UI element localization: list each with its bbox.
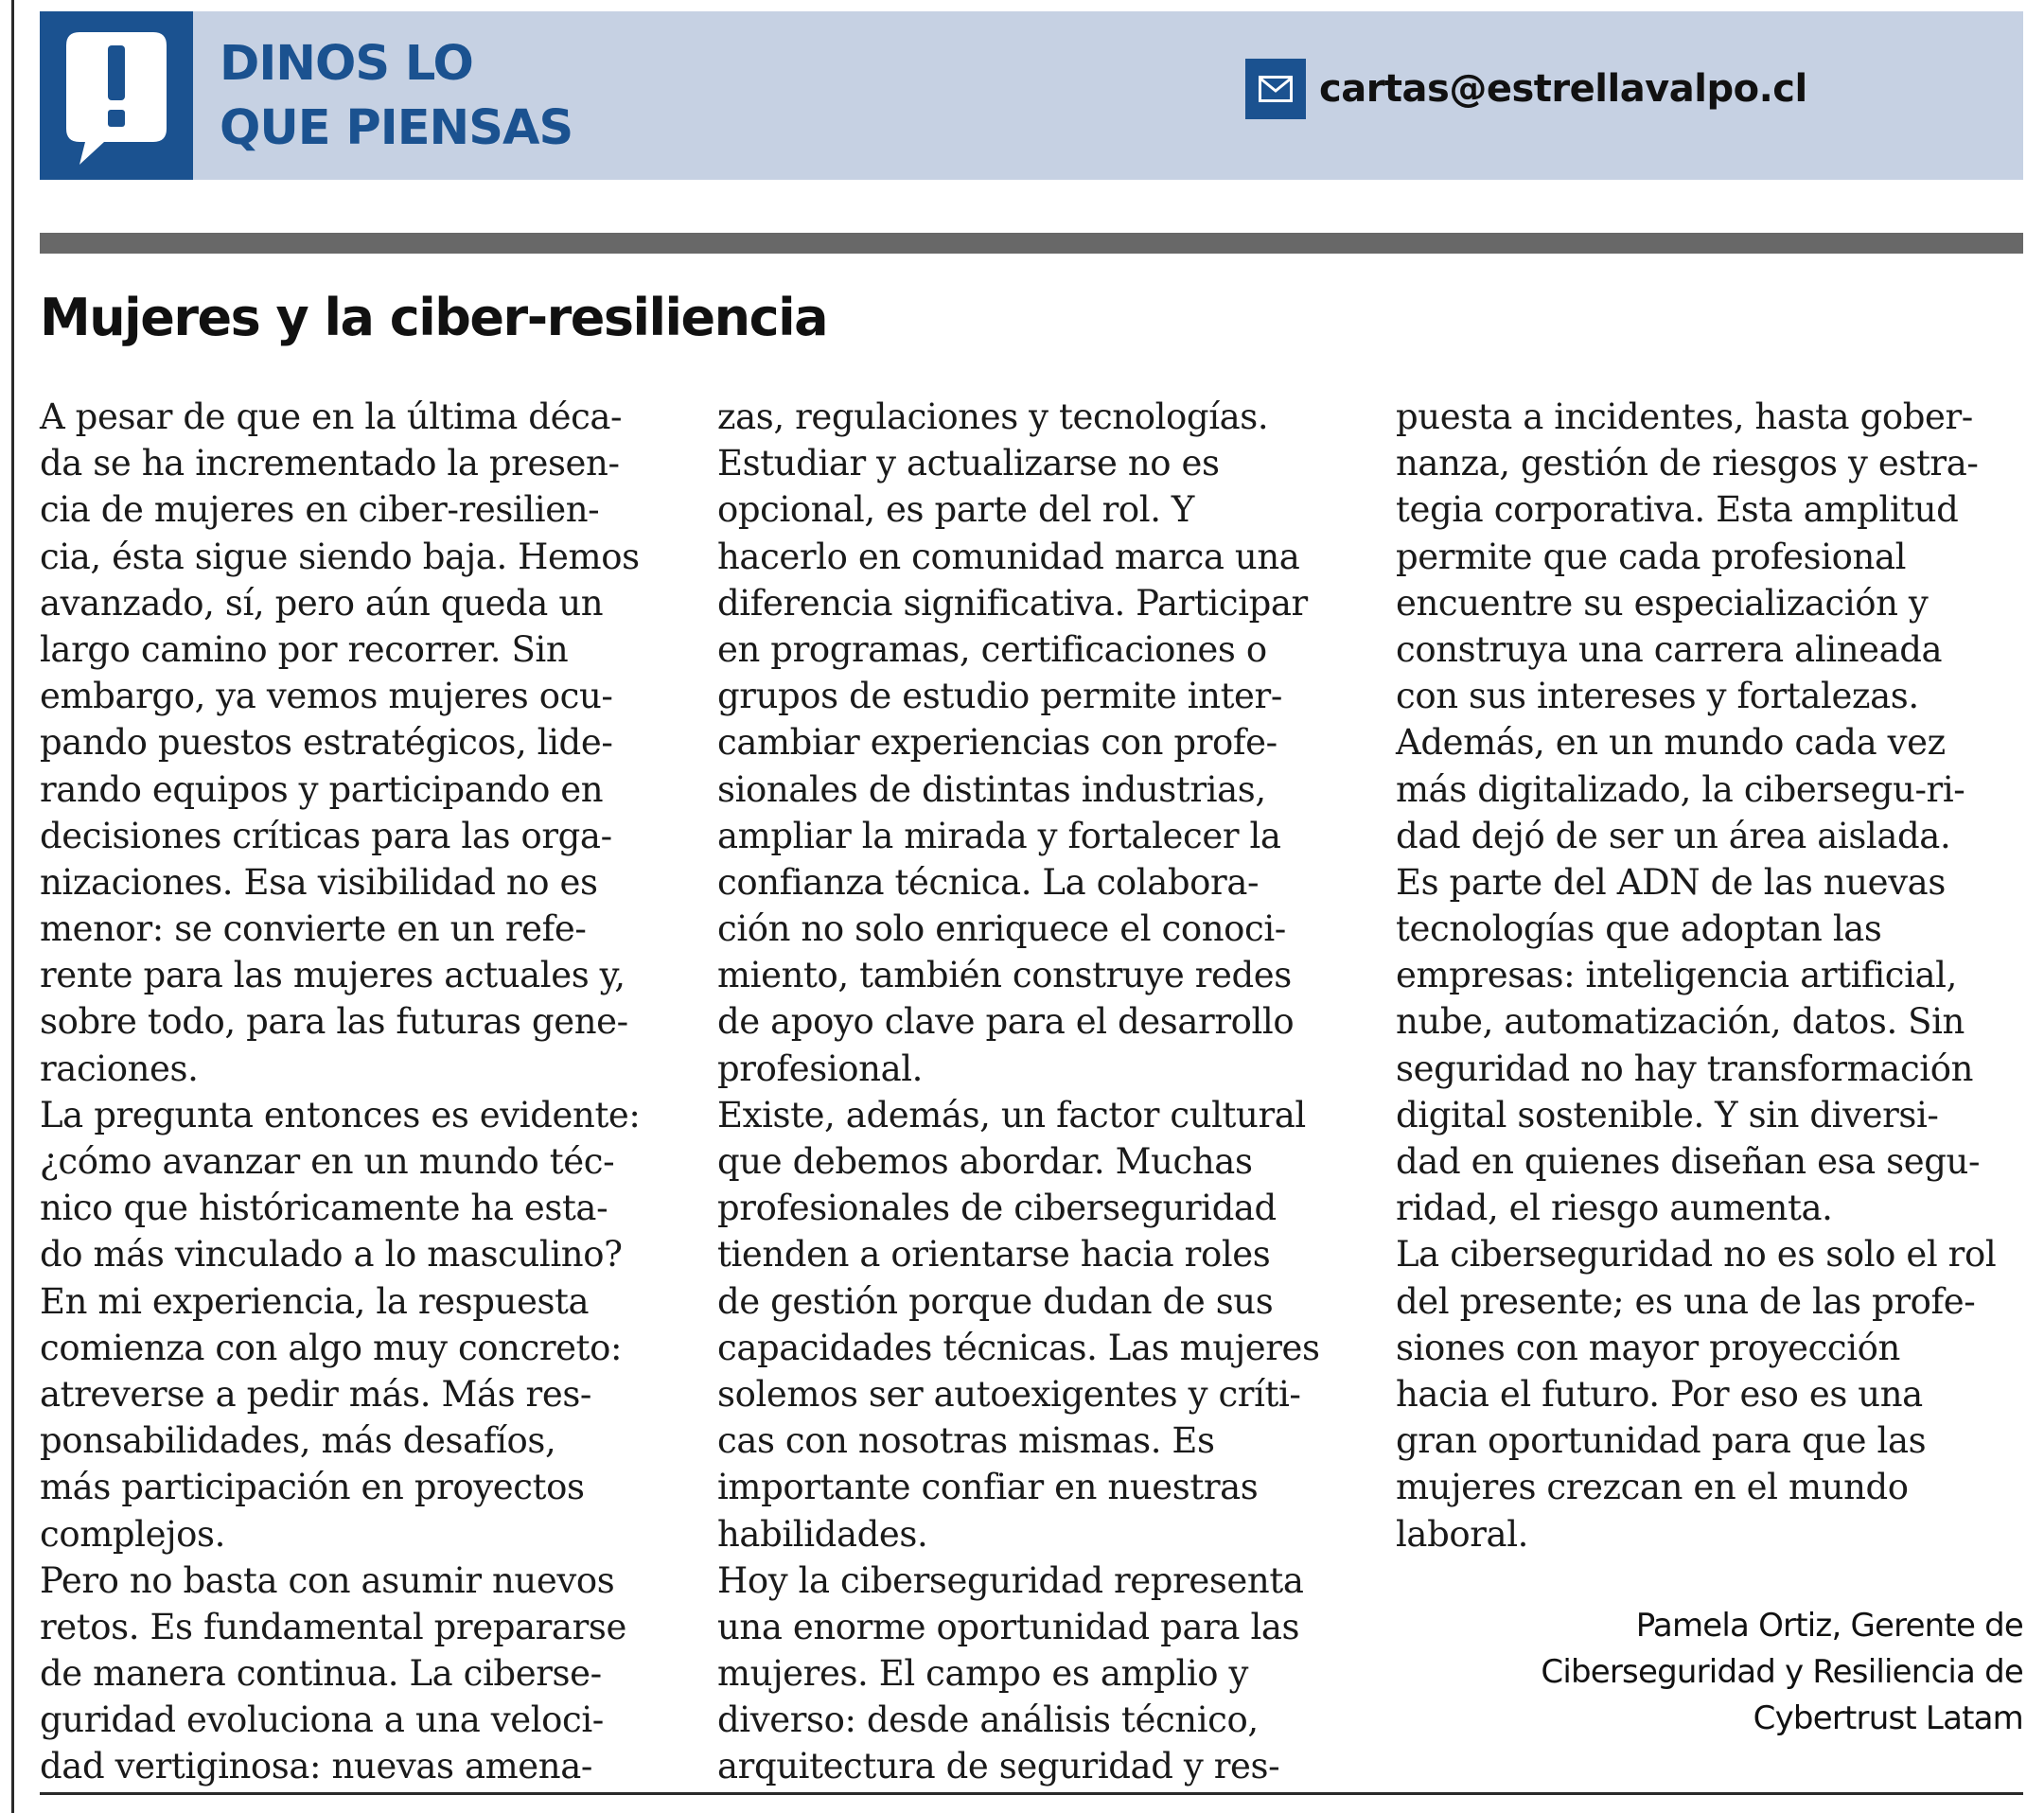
text-line: puesta a incidentes, hasta gober- (1396, 396, 1973, 437)
text-line: solemos ser autoexigentes y críti- (717, 1373, 1301, 1415)
text-line: raciones. (40, 1047, 199, 1089)
text-line: ridad, el riesgo aumenta. (1396, 1188, 1833, 1229)
text-line: más digitalizado, la cibersegu-ri- (1396, 768, 1965, 810)
text-line: que debemos abordar. Muchas (717, 1141, 1253, 1182)
text-line: con sus intereses y fortalezas. (1396, 676, 1919, 717)
article-headline: Mujeres y la ciber-resiliencia (40, 288, 828, 347)
text-line: construya una carrera alineada (1396, 628, 1943, 670)
text-line: La pregunta entonces es evidente: (40, 1094, 641, 1135)
text-line: tienden a orientarse hacia roles (717, 1234, 1271, 1276)
text-line: rando equipos y participando en (40, 768, 604, 810)
article-column-3 (1396, 394, 2039, 1558)
text-line: nico que históricamente ha esta- (40, 1188, 608, 1229)
text-line: largo camino por recorrer. Sin (40, 628, 569, 670)
envelope-icon (1245, 59, 1306, 119)
section-title-line: QUE PIENSAS (220, 100, 573, 156)
text-line: Pero no basta con asumir nuevos (40, 1559, 615, 1601)
text-line: zas, regulaciones y tecnologías. (717, 396, 1269, 437)
text-line: En mi experiencia, la respuesta (40, 1280, 590, 1322)
text-line: retos. Es fundamental prepararse (40, 1606, 626, 1647)
author-signature (1541, 1603, 2023, 1742)
text-line: dad en quienes diseñan esa segu- (1396, 1141, 1981, 1182)
text-line: del presente; es una de las profe- (1396, 1280, 1976, 1322)
text-line: diverso: desde análisis técnico, (717, 1699, 1259, 1741)
text-line: de manera continua. La ciberse- (40, 1653, 602, 1695)
text-line: La ciberseguridad no es solo el rol (1396, 1234, 1997, 1276)
text-line: Además, en un mundo cada vez (1396, 722, 1946, 764)
text-line: digital sostenible. Y sin diversi- (1396, 1094, 1939, 1135)
letters-header (40, 11, 2023, 180)
text-line: tecnologías que adoptan las (1396, 908, 1882, 950)
text-line: cambiar experiencias con profe- (717, 722, 1278, 764)
text-line: confianza técnica. La colabora- (717, 861, 1260, 903)
text-line: profesionales de ciberseguridad (717, 1188, 1277, 1229)
text-line: hacerlo en comunidad marca una (717, 536, 1300, 577)
text-line: Existe, además, un factor cultural (717, 1094, 1306, 1135)
text-line: ción no solo enriquece el conoci- (717, 908, 1286, 950)
text-line: pando puestos estratégicos, lide- (40, 722, 613, 764)
text-line: nube, automatización, datos. Sin (1396, 1001, 1965, 1043)
text-line: capacidades técnicas. Las mujeres (717, 1327, 1320, 1368)
text-line: cia de mujeres en ciber-resilien- (40, 489, 600, 531)
text-line: embargo, ya vemos mujeres ocu- (40, 676, 613, 717)
text-line: atreverse a pedir más. Más res- (40, 1373, 592, 1415)
text-line: seguridad no hay transformación (1396, 1047, 1974, 1089)
text-line: ampliar la mirada y fortalecer la (717, 815, 1281, 856)
text-line: hacia el futuro. Por eso es una (1396, 1373, 1923, 1415)
text-line: nizaciones. Esa visibilidad no es (40, 861, 598, 903)
text-line: menor: se convierte en un refe- (40, 908, 587, 950)
text-line: grupos de estudio permite inter- (717, 676, 1282, 717)
text-line: permite que cada profesional (1396, 536, 1907, 577)
text-line: ¿cómo avanzar en un mundo téc- (40, 1141, 615, 1182)
text-line: A pesar de que en la última déca- (40, 396, 623, 437)
signature-line: Pamela Ortiz, Gerente de (1635, 1607, 2023, 1645)
text-line: profesional. (717, 1047, 924, 1089)
text-line: Es parte del ADN de las nuevas (1396, 861, 1946, 903)
bottom-rule (40, 1792, 2023, 1795)
text-line: mujeres crezcan en el mundo (1396, 1467, 1909, 1508)
text-line: tegia corporativa. Esta amplitud (1396, 489, 1959, 531)
text-line: dad dejó de ser un área aislada. (1396, 815, 1951, 856)
email-address[interactable]: cartas@estrellavalpo.cl (1319, 67, 1807, 111)
text-line: da se ha incrementado la presen- (40, 443, 620, 484)
text-line: más participación en proyectos (40, 1467, 585, 1508)
signature-line: Ciberseguridad y Resiliencia de (1541, 1653, 2023, 1691)
text-line: sionales de distintas industrias, (717, 768, 1266, 810)
text-line: en programas, certificaciones o (717, 628, 1267, 670)
article-column-2 (717, 394, 1361, 1790)
text-line: decisiones críticas para las orga- (40, 815, 612, 856)
text-line: do más vinculado a lo masculino? (40, 1234, 623, 1276)
contact-email[interactable] (1245, 59, 1807, 119)
text-line: de gestión porque dudan de sus (717, 1280, 1274, 1322)
text-line: cia, ésta sigue siendo baja. Hemos (40, 536, 640, 577)
text-line: habilidades. (717, 1513, 928, 1555)
text-line: cas con nosotras mismas. Es (717, 1420, 1215, 1462)
section-divider-bar (40, 233, 2023, 254)
text-line: guridad evoluciona a una veloci- (40, 1699, 604, 1741)
text-line: importante confiar en nuestras (717, 1467, 1259, 1508)
text-line: Hoy la ciberseguridad representa (717, 1559, 1304, 1601)
text-line: una enorme oportunidad para las (717, 1606, 1300, 1647)
section-title (220, 32, 573, 161)
text-line: nanza, gestión de riesgos y estra- (1396, 443, 1979, 484)
exclamation-speech-bubble-icon (66, 32, 167, 165)
text-line: laboral. (1396, 1513, 1528, 1555)
text-line: diferencia significativa. Participar (717, 582, 1308, 624)
text-line: dad vertiginosa: nuevas amena- (40, 1746, 592, 1787)
text-line: siones con mayor proyección (1396, 1327, 1900, 1368)
text-line: mujeres. El campo es amplio y (717, 1653, 1249, 1695)
left-border-rule (11, 0, 14, 1813)
text-line: complejos. (40, 1513, 225, 1555)
text-line: miento, también construye redes (717, 955, 1292, 996)
alert-icon-box (40, 11, 193, 180)
signature-line: Cybertrust Latam (1753, 1699, 2023, 1737)
article-column-1 (40, 394, 683, 1790)
text-line: arquitectura de seguridad y res- (717, 1746, 1280, 1787)
text-line: gran oportunidad para que las (1396, 1420, 1927, 1462)
section-title-line: DINOS LO (220, 36, 473, 92)
text-line: de apoyo clave para el desarrollo (717, 1001, 1295, 1043)
text-line: opcional, es parte del rol. Y (717, 489, 1194, 531)
text-line: avanzado, sí, pero aún queda un (40, 582, 604, 624)
text-line: rente para las mujeres actuales y, (40, 955, 626, 996)
text-line: encuentre su especialización y (1396, 582, 1929, 624)
text-line: ponsabilidades, más desafíos, (40, 1420, 556, 1462)
text-line: empresas: inteligencia artificial, (1396, 955, 1957, 996)
text-line: Estudiar y actualizarse no es (717, 443, 1220, 484)
text-line: comienza con algo muy concreto: (40, 1327, 623, 1368)
text-line: sobre todo, para las futuras gene- (40, 1001, 628, 1043)
